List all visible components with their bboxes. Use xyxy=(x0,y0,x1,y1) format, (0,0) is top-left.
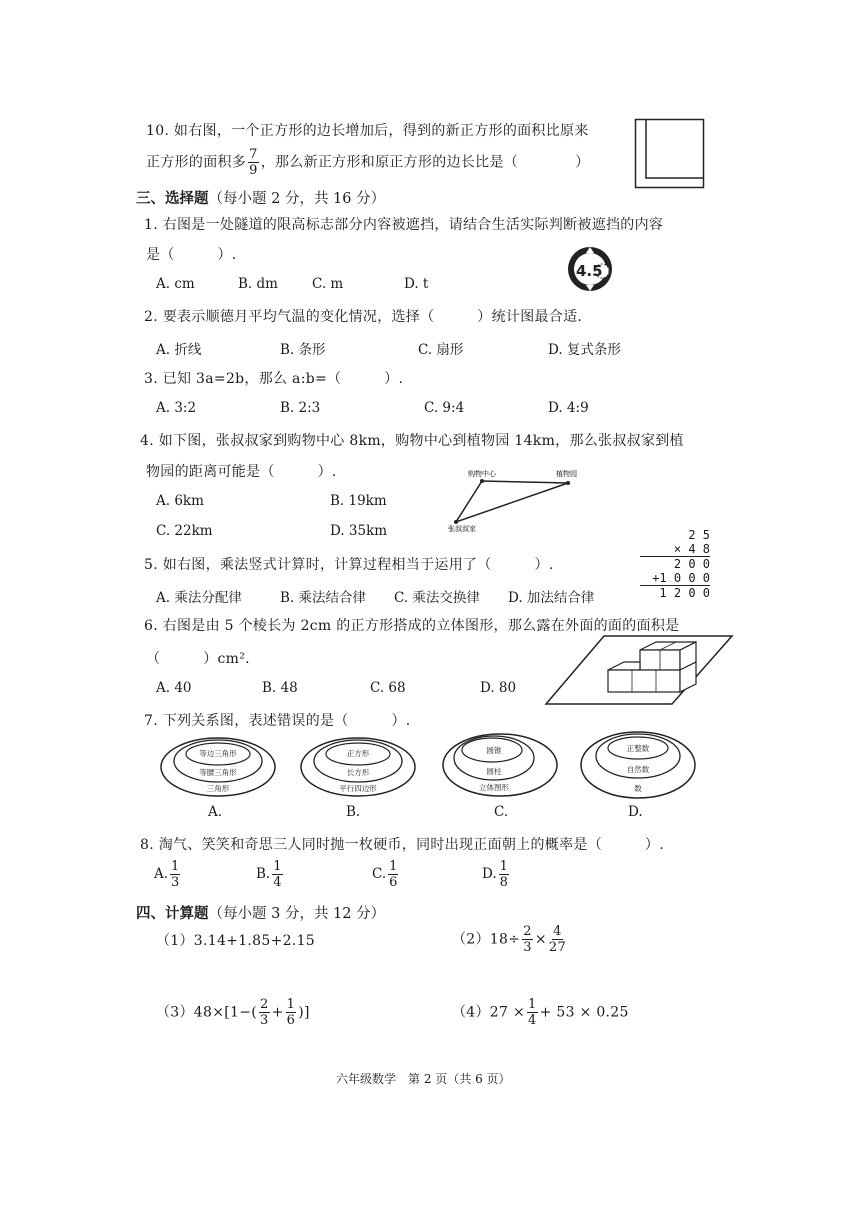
section3-title: 三、选择题 xyxy=(136,190,209,207)
calc-problem-4 xyxy=(452,998,629,1027)
c5-text: 5. 如右图，乘法竖式计算时，计算过程相当于运用了（ ）. xyxy=(144,557,554,573)
c8-opt-c-fraction xyxy=(388,860,398,889)
diagram-b-letter: B. xyxy=(346,804,361,820)
c4-opt-a: A. 6km xyxy=(156,493,204,509)
calc-3-frac-1 xyxy=(259,998,270,1027)
c3-opt-b: B. 2:3 xyxy=(280,400,321,416)
calc-4-fraction xyxy=(527,998,538,1027)
calc-3-f2-num: 1 xyxy=(286,997,296,1012)
diagram-d xyxy=(580,730,696,802)
q10-text-a: 正方形的面积多 xyxy=(146,154,247,171)
c2-text: 2. 要表示顺德月平均气温的变化情况，选择（ ）统计图最合适. xyxy=(144,309,583,325)
c1-opt-a: A. cm xyxy=(156,276,195,292)
c4-opt-d: D. 35km xyxy=(330,523,388,539)
c1-opt-b: B. dm xyxy=(238,276,278,292)
section4-heading xyxy=(136,902,385,923)
c8-opt-b-den: 4 xyxy=(273,875,282,890)
calc-problem-1: （1）3.14+1.85+2.15 xyxy=(156,933,315,949)
c2-opt-c: C. 扇形 xyxy=(418,342,464,358)
cube-solid-diagram xyxy=(544,634,734,706)
c8-opt-b-prefix: B. xyxy=(256,866,271,882)
square-diagram xyxy=(634,118,706,190)
diagram-d-inner-label: 正整数 xyxy=(626,744,650,753)
q10-frac-den: 9 xyxy=(249,163,258,178)
c1-line1: 1. 右图是一处隧道的限高标志部分内容被遮挡，请结合生活实际判断被遮挡的内容 xyxy=(144,217,664,233)
c8-opt-b-fraction xyxy=(272,860,282,889)
diagram-c-inner-label: 圆锥 xyxy=(486,746,502,755)
c6-line1: 6. 右图是由 5 个棱长为 2cm 的正方形搭成的立体图形，那么露在外面的面的面积是 xyxy=(144,618,680,634)
c8-opt-b xyxy=(256,860,285,889)
c6-opt-a: A. 40 xyxy=(156,680,192,696)
c8-opt-c-prefix: C. xyxy=(372,866,387,882)
calc-4-prefix: （4）27 × xyxy=(452,1004,526,1021)
calc-line-2: × 4 8 xyxy=(640,542,710,557)
diagram-c xyxy=(442,732,558,802)
c8-opt-d-fraction xyxy=(499,860,509,889)
c6-line2: （ ）cm². xyxy=(146,651,250,667)
c8-opt-a xyxy=(154,860,182,889)
calc-3-f2-den: 6 xyxy=(286,1013,296,1028)
c5-opt-a: A. 乘法分配律 xyxy=(156,590,242,606)
c6-opt-d: D. 80 xyxy=(480,680,517,696)
calc-2-f2-den: 27 xyxy=(548,940,567,955)
diagram-c-letter: C. xyxy=(494,804,509,820)
calc-line-4: +1 0 0 0 xyxy=(640,571,710,586)
calc-3-prefix: （3）48×[1−( xyxy=(156,1004,258,1021)
label-botanical-garden: 植物园 xyxy=(556,470,577,478)
diagram-d-letter: D. xyxy=(628,804,643,820)
diagram-c-outer-label: 立体图形 xyxy=(479,783,509,792)
label-shopping-center: 购物中心 xyxy=(468,470,496,478)
label-home: 张叔叔家 xyxy=(448,525,476,532)
c1-line2: 是（ ）. xyxy=(146,247,237,263)
diagram-a xyxy=(160,736,276,806)
c2-opt-a: A. 折线 xyxy=(156,342,202,358)
c2-opt-b: B. 条形 xyxy=(280,342,326,358)
c8-opt-b-num: 1 xyxy=(273,859,282,874)
calc-3-suffix: )] xyxy=(298,1004,310,1021)
calc-3-f1-den: 3 xyxy=(260,1013,269,1028)
c8-opt-d-num: 1 xyxy=(499,859,508,874)
calc-2-frac-1 xyxy=(522,925,533,954)
diagram-b-middle-label: 长方形 xyxy=(346,768,370,777)
c1-opt-c: C. m xyxy=(312,276,344,292)
c8-opt-c-num: 1 xyxy=(389,859,398,874)
calc-2-operator: × xyxy=(534,931,547,948)
diagram-d-middle-label: 自然数 xyxy=(626,765,650,774)
c8-opt-a-fraction xyxy=(170,860,180,889)
c8-opt-c-den: 6 xyxy=(389,875,398,890)
calc-problem-3 xyxy=(156,998,310,1027)
c3-opt-d: D. 4:9 xyxy=(548,400,589,416)
diagram-a-inner-label: 等边三角形 xyxy=(199,749,237,758)
calc-4-num: 1 xyxy=(528,997,537,1012)
q10-frac-num: 7 xyxy=(249,147,258,162)
section3-note: （每小题 2 分，共 16 分） xyxy=(208,191,386,207)
diagram-b xyxy=(300,736,416,806)
c1-opt-d: D. t xyxy=(404,276,429,292)
section4-title: 四、计算题 xyxy=(136,905,209,922)
calc-2-f2-num: 4 xyxy=(553,924,562,939)
c8-opt-d xyxy=(482,860,511,889)
q10-fraction xyxy=(248,148,259,177)
diagram-a-middle-label: 等腰三角形 xyxy=(199,768,237,777)
c3-opt-c: C. 9:4 xyxy=(424,400,465,416)
q10-line2 xyxy=(146,148,590,177)
diagram-b-outer-label: 平行四边形 xyxy=(339,784,377,793)
c7-text: 7. 下列关系图，表述错误的是（ ）. xyxy=(144,713,411,729)
c3-opt-a: A. 3:2 xyxy=(156,400,197,416)
c3-text: 3. 已知 3a=2b，那么 a:b=（ ）. xyxy=(144,371,404,387)
section4-note: （每小题 3 分，共 12 分） xyxy=(208,906,386,922)
diagram-d-outer-label: 数 xyxy=(634,784,642,793)
page-footer: 六年级数学 第 2 页（共 6 页） xyxy=(336,1072,511,1086)
c8-opt-d-den: 8 xyxy=(499,875,508,890)
calc-4-den: 4 xyxy=(528,1013,537,1028)
c8-opt-c xyxy=(372,860,400,889)
vertical-multiplication xyxy=(640,528,710,600)
diagram-c-middle-label: 圆柱 xyxy=(486,767,502,776)
sign-value: 4.5 xyxy=(576,262,603,280)
c8-opt-a-den: 3 xyxy=(171,875,180,890)
calc-2-f1-num: 2 xyxy=(523,924,532,939)
calc-line-3: 2 0 0 xyxy=(673,557,710,571)
c8-opt-a-prefix: A. xyxy=(154,866,169,882)
c8-text: 8. 淘气、笑笑和奇思三人同时抛一枚硬币，同时出现正面朝上的概率是（ ）. xyxy=(140,837,664,853)
c4-opt-b: B. 19km xyxy=(330,493,387,509)
diagram-b-inner-label: 正方形 xyxy=(346,749,370,758)
c6-opt-b: B. 48 xyxy=(262,680,298,696)
c5-opt-d: D. 加法结合律 xyxy=(508,590,595,606)
c8-opt-d-prefix: D. xyxy=(482,866,497,882)
c6-opt-c: C. 68 xyxy=(370,680,406,696)
height-limit-sign-icon xyxy=(566,245,614,293)
calc-4-suffix: + 53 × 0.25 xyxy=(539,1004,629,1021)
c5-opt-c: C. 乘法交换律 xyxy=(394,590,480,606)
c5-opt-b: B. 乘法结合律 xyxy=(280,590,367,606)
calc-3-f1-num: 2 xyxy=(260,997,269,1012)
calc-line-5: 1 2 0 0 xyxy=(659,586,710,600)
calc-2-f1-den: 3 xyxy=(523,940,532,955)
c4-opt-c: C. 22km xyxy=(156,523,213,539)
calc-problem-2 xyxy=(452,925,568,954)
q10-text-b: ，那么新正方形和原正方形的边长比是（ ） xyxy=(260,154,590,171)
calc-2-frac-2 xyxy=(549,925,566,954)
distance-triangle-diagram xyxy=(444,466,594,532)
c4-line2: 物园的距离可能是（ ）. xyxy=(146,464,337,480)
calc-3-frac-2 xyxy=(286,998,297,1027)
diagram-a-outer-label: 三角形 xyxy=(206,784,230,793)
calc-line-1: 2 5 xyxy=(688,528,710,542)
section3-heading xyxy=(136,187,385,208)
calc-3-operator: + xyxy=(271,1004,284,1021)
c8-opt-a-num: 1 xyxy=(171,859,180,874)
c4-line1: 4. 如下图，张叔叔家到购物中心 8km，购物中心到植物园 14km，那么张叔叔家到植 xyxy=(140,433,684,449)
calc-2-prefix: （2）18÷ xyxy=(452,931,521,948)
diagram-a-letter: A. xyxy=(208,804,223,820)
q10-line1: 10. 如右图，一个正方形的边长增加后，得到的新正方形的面积比原来 xyxy=(146,123,589,139)
c2-opt-d: D. 复式条形 xyxy=(548,342,621,358)
